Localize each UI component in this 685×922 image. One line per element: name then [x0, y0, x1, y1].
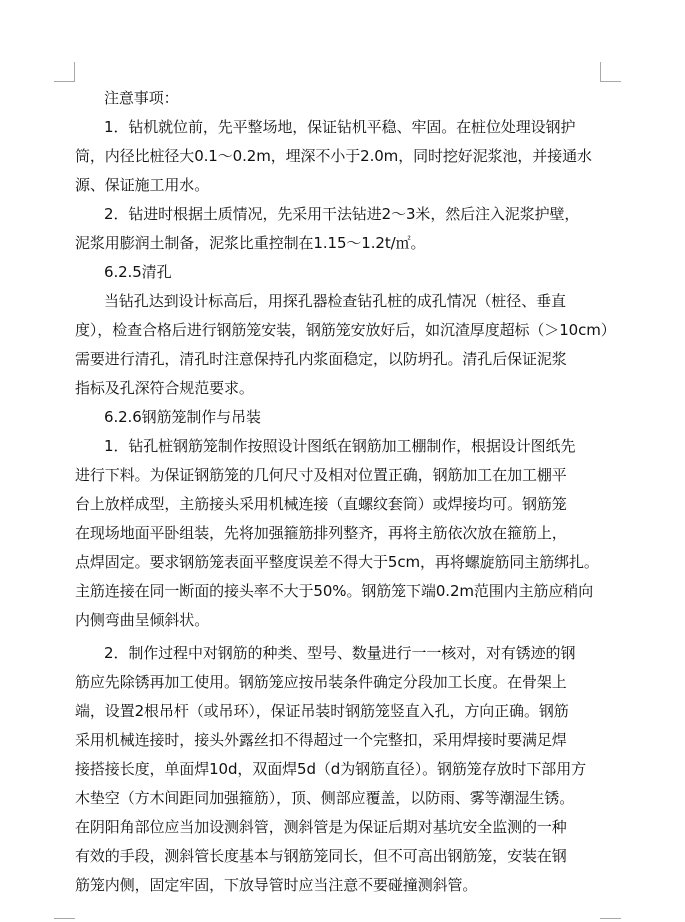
text-line: 台上放样成型，主筋接头采用机械连接（直螺纹套筒）或焊接均可。钢筋笼 [75, 495, 567, 513]
document-body [75, 84, 616, 900]
text-line: 点焊固定。要求钢筋笼表面平整度误差不得大于5cm，再将螺旋筋同主筋绑扎。 [75, 553, 599, 571]
text-line: 筒，内径比桩径大0.1～0.2m，埋深不小于2.0m，同时挖好泥浆池，并接通水 [75, 147, 592, 165]
text-line: 指标及孔深符合规范要求。 [75, 379, 254, 397]
section-heading: 6.2.5清孔 [104, 263, 172, 281]
crop-mark-top-left [74, 62, 75, 82]
text-line: 筋笼内侧，固定牢固，下放导管时应当注意不要碰撞测斜管。 [75, 876, 478, 894]
crop-mark-top-right [600, 81, 621, 82]
text-line: 端，设置2根吊杆（或吊环），保证吊装时钢筋笼竖直入孔，方向正确。钢筋 [75, 702, 569, 720]
text-line: 筋应先除锈再加工使用。钢筋笼应按吊装条件确定分段加工长度。在骨架上 [75, 673, 567, 691]
text-line: 需要进行清孔，清孔时注意保持孔内浆面稳定，以防坍孔。清孔后保证泥浆 [75, 350, 567, 368]
text-line: 2．钻进时根据土质情况，先采用干法钻进2～3米，然后注入泥浆护壁， [104, 205, 580, 223]
text-line: 2．制作过程中对钢筋的种类、型号、数量进行一一核对，对有锈迹的钢 [104, 644, 576, 662]
crop-mark-top-left [54, 81, 75, 82]
text-line: 度），检查合格后进行钢筋笼安装，钢筋笼安放好后，如沉渣厚度超标（＞10cm） [75, 321, 616, 339]
crop-mark-bottom-left [54, 918, 75, 919]
crop-mark-bottom-right [600, 918, 621, 919]
text-line: 进行下料。为保证钢筋笼的几何尺寸及相对位置正确，钢筋加工在加工棚平 [75, 466, 567, 484]
section-heading: 6.2.6钢筋笼制作与吊装 [104, 408, 261, 426]
notes-heading: 注意事项： [104, 89, 179, 107]
text-line: 源、保证施工用水。 [75, 176, 210, 194]
text-line: 在阴阳角部位应当加设测斜管，测斜管是为保证后期对基坑安全监测的一种 [75, 818, 567, 836]
text-line: 1．钻机就位前，先平整场地，保证钻机平稳、牢固。在桩位处理设钢护 [104, 118, 576, 136]
text-line: 接搭接长度，单面焊10d，双面焊5d（d为钢筋直径）。钢筋笼存放时下部用方 [75, 760, 586, 778]
text-line: 在现场地面平卧组装，先将加强箍筋排列整齐，再将主筋依次放在箍筋上， [75, 524, 567, 542]
text-line: 木垫空（方木间距同加强箍筋），顶、侧部应覆盖，以防雨、雾等潮湿生锈。 [75, 789, 575, 807]
crop-mark-top-right [600, 62, 601, 82]
text-line: 1．钻孔桩钢筋笼制作按照设计图纸在钢筋加工棚制作，根据设计图纸先 [104, 437, 576, 455]
text-line: 内侧弯曲呈倾斜状。 [75, 611, 210, 629]
text-line: 泥浆用膨润土制备，泥浆比重控制在1.15～1.2t/㎡。 [75, 234, 426, 252]
text-line: 有效的手段，测斜管长度基本与钢筋笼同长，但不可高出钢筋笼，安装在钢 [75, 847, 567, 865]
text-line: 当钻孔达到设计标高后，用探孔器检查钻孔桩的成孔情况（桩径、垂直 [104, 292, 566, 310]
text-line: 主筋连接在同一断面的接头率不大于50%。钢筋笼下端0.2m范围内主筋应稍向 [75, 582, 594, 600]
text-line: 采用机械连接时，接头外露丝扣不得超过一个完整扣，采用焊接时要满足焊 [75, 731, 567, 749]
